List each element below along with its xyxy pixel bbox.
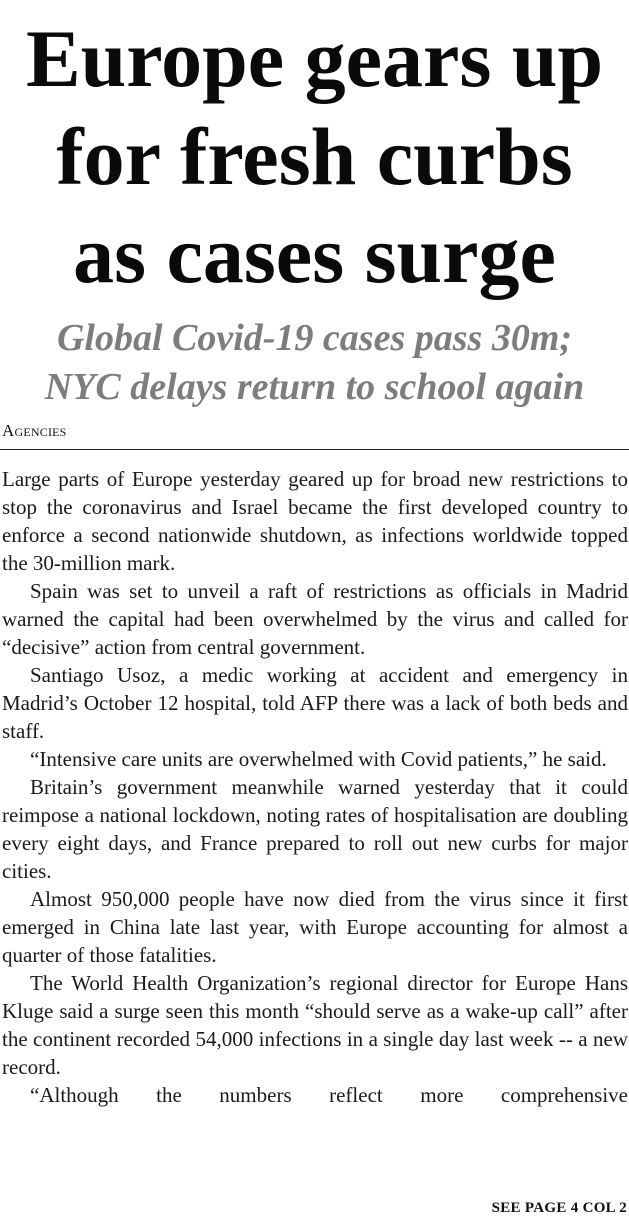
headline-line: as cases surge bbox=[73, 209, 556, 300]
byline: Agencies bbox=[2, 421, 67, 440]
divider-rule bbox=[0, 449, 629, 450]
article-paragraph: Britain’s government meanwhile warned yesterday that it could reimpose a national lockdown, noting rates of hospitalisation are doubling every eight days, and France prepared to roll out new curbs for major cities. bbox=[2, 775, 628, 883]
subheadline bbox=[0, 314, 629, 412]
subheadline-line: Global Covid-19 cases pass 30m; bbox=[56, 317, 573, 359]
article-paragraph: Santiago Usoz, a medic working at accident and emergency in Madrid’s October 12 hospital, told AFP there was a lack of both beds and staff. bbox=[2, 663, 628, 743]
jump-line: SEE PAGE 4 COL 2 bbox=[491, 1200, 627, 1216]
article-body bbox=[2, 465, 628, 1109]
article-paragraph-continued: “Although the numbers reflect more comprehensive bbox=[30, 1083, 628, 1107]
article-paragraph: “Intensive care units are overwhelmed with Covid patients,” he said. bbox=[30, 747, 607, 771]
headline-line: for fresh curbs bbox=[56, 111, 573, 202]
headline-line: Europe gears up bbox=[25, 13, 604, 104]
article-paragraph: Large parts of Europe yesterday geared up for broad new restrictions to stop the coronavirus and Israel became the first developed country to enforce a second nationwide shutdown, as infections worldwide topped the 30-million mark. bbox=[2, 467, 628, 575]
article-paragraph: The World Health Organization’s regional director for Europe Hans Kluge said a surge seen this month “should serve as a wake-up call” after the continent recorded 54,000 infections in a single day last week -- a new record. bbox=[2, 971, 628, 1079]
article-paragraph: Spain was set to unveil a raft of restrictions as officials in Madrid warned the capital had been overwhelmed by the virus and called for “decisive” action from central government. bbox=[2, 579, 628, 659]
subheadline-line: NYC delays return to school again bbox=[44, 366, 585, 408]
article-paragraph: Almost 950,000 people have now died from the virus since it first emerged in China late last year, with Europe accounting for almost a quarter of those fatalities. bbox=[2, 887, 628, 967]
headline bbox=[0, 10, 629, 304]
